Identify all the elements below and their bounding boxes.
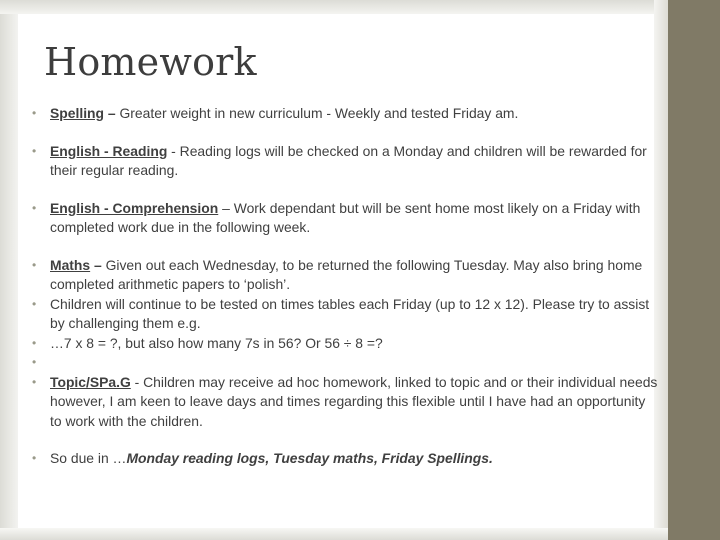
item-heading: English - Reading: [50, 142, 168, 159]
item-text: Work dependant but will be sent home most likely on a Friday with completed work due in the following week.: [50, 199, 641, 235]
bullet-dot-icon: •: [32, 335, 37, 350]
item-heading: English - Comprehension: [50, 199, 219, 216]
bullet-dot-icon: •: [32, 257, 37, 272]
item-heading: Maths: [50, 256, 91, 273]
bullet-due-summary: [30, 449, 660, 469]
bullet-maths: [30, 256, 660, 295]
item-separator: –: [90, 256, 106, 273]
bullet-example: [30, 334, 660, 354]
bullet-topic-spag: [30, 373, 660, 432]
item-separator: –: [104, 105, 120, 121]
slide-frame-top: [0, 0, 680, 14]
item-text: - Reading logs will be checked on a Monday and children will be rewarded for their regular reading.: [50, 142, 647, 178]
slide-frame-left: [0, 0, 18, 540]
bullet-times-tables: [30, 295, 660, 334]
item-text: Given out each Wednesday, to be returned the following Tuesday. May also bring home completed arithmetic papers to ‘polish’.: [50, 256, 643, 292]
bullet-dot-icon: •: [32, 451, 37, 465]
bullet-empty: [30, 353, 660, 373]
item-text: …7 x 8 = ?, but also how many 7s in 56? Or 56 ÷ 8 =?: [50, 334, 383, 351]
slide-title: Homework: [44, 40, 257, 84]
item-text: - Children may receive ad hoc homework, linked to topic and or their individual needs however, I am keen to leave days and times regarding this flexible until I have had an opportunity to work with the children.: [50, 373, 658, 429]
bullet-dot-icon: •: [32, 374, 37, 389]
bullet-dot-icon: •: [32, 200, 37, 215]
bullet-english-reading: [30, 142, 660, 181]
item-heading: Spelling: [50, 105, 105, 121]
bullet-english-comprehension: [30, 199, 660, 238]
slide-frame-bottom: [0, 528, 668, 540]
slide-frame-right-bar: [668, 0, 720, 540]
bullet-spelling: [30, 104, 660, 124]
item-heading: Topic/SPa.G: [50, 373, 131, 390]
item-text: So due in …: [50, 450, 127, 466]
item-separator: –: [218, 199, 234, 216]
bullet-dot-icon: •: [32, 296, 37, 311]
bullet-dot-icon: •: [32, 355, 37, 369]
item-text: Children will continue to be tested on times tables each Friday (up to 12 x 12). Please try to assist by challenging them e.g.: [50, 295, 650, 331]
slide-body: [30, 104, 660, 469]
item-text: Greater weight in new curriculum - Weekly and tested Friday am.: [119, 105, 519, 121]
bullet-dot-icon: •: [32, 106, 37, 120]
bullet-dot-icon: •: [32, 143, 37, 158]
item-emphasis: Monday reading logs, Tuesday maths, Friday Spellings.: [126, 450, 493, 466]
